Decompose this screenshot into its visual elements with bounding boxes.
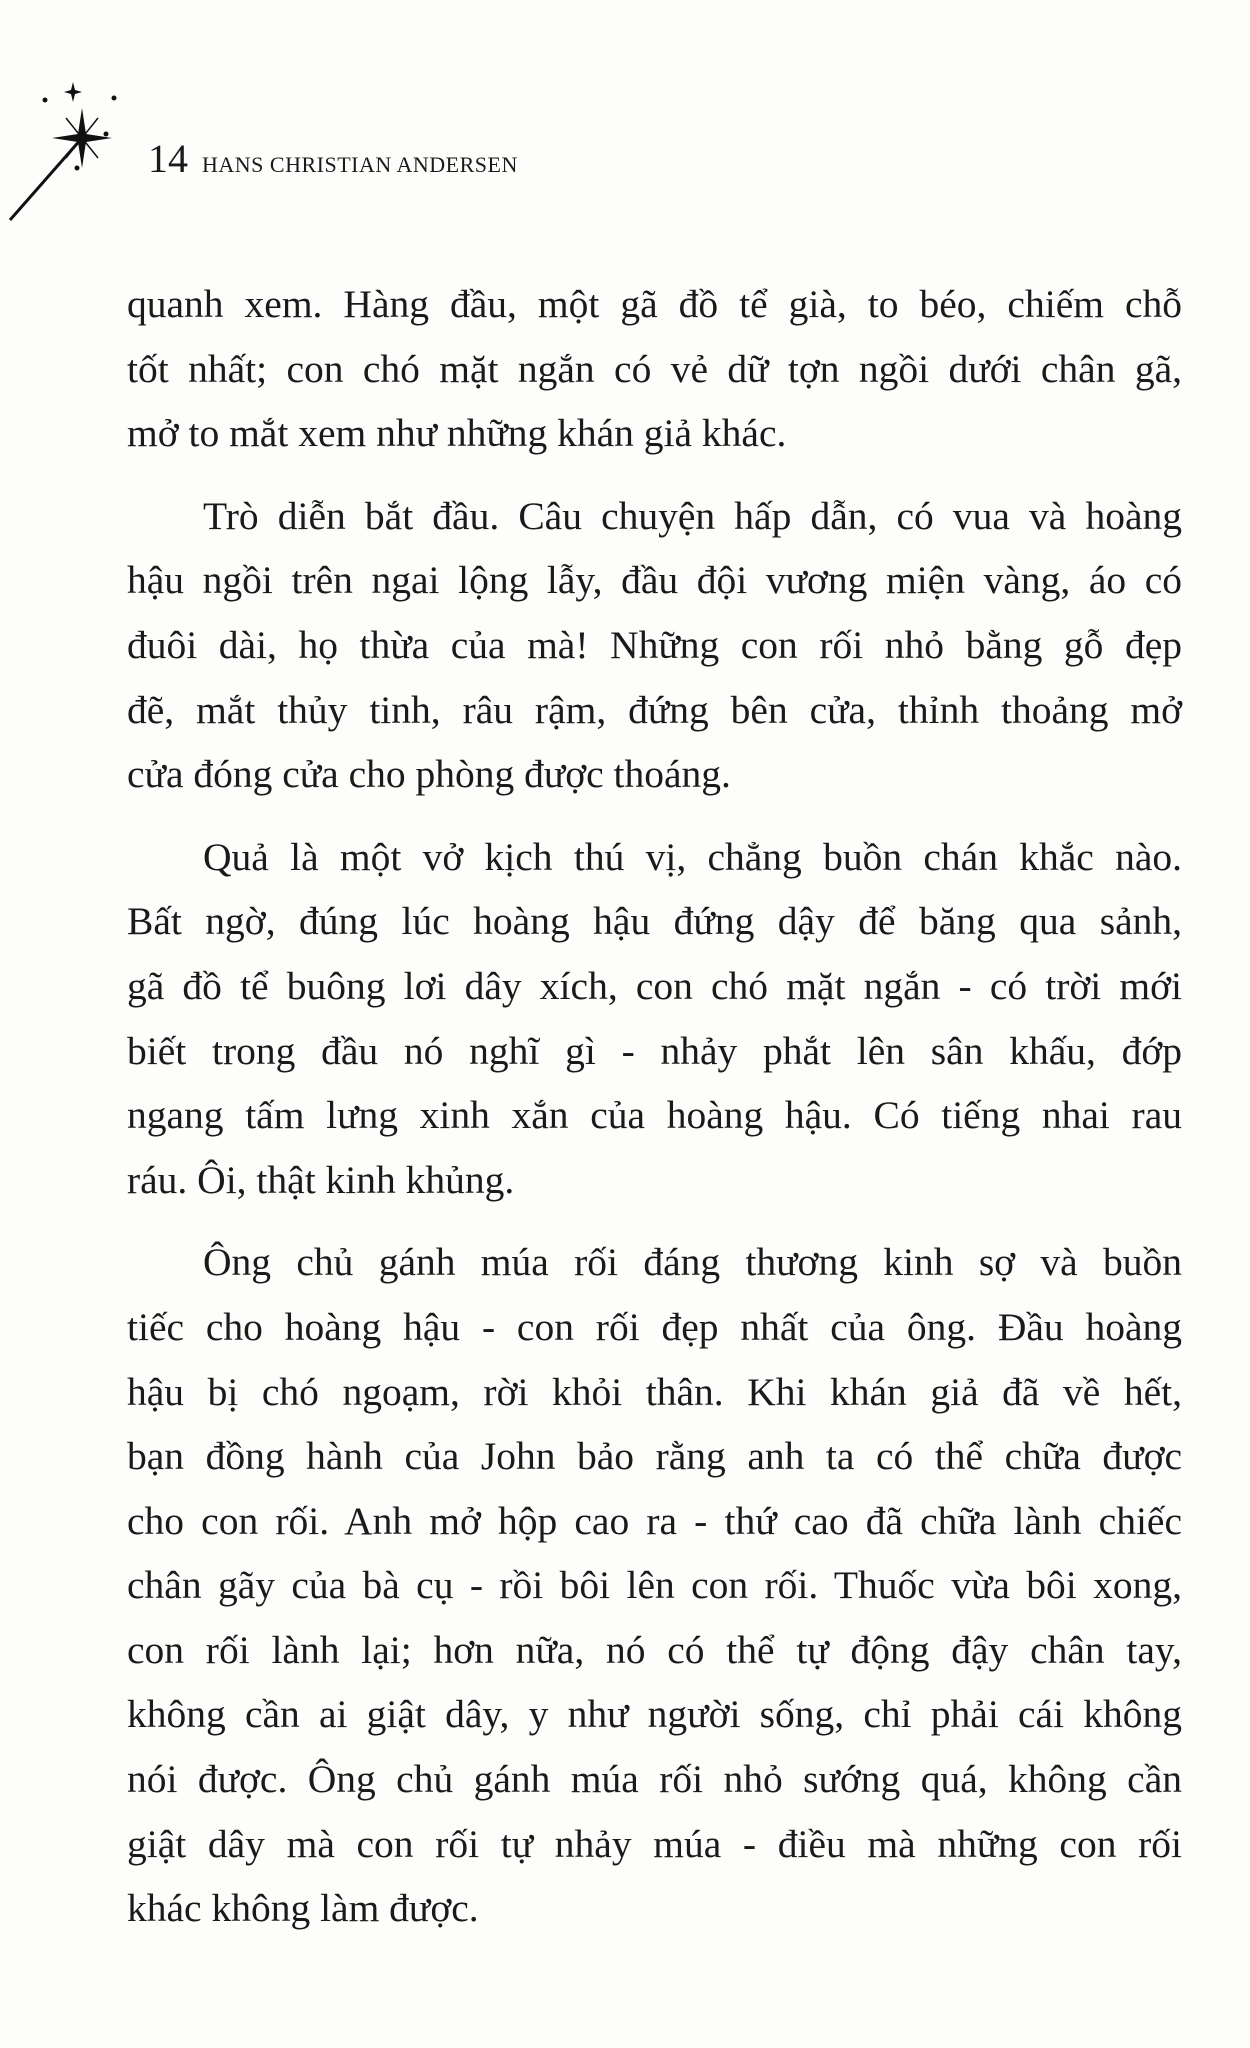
text-line: cho con rối. Anh mở hộp cao ra - thứ cao đã chữa lành chiếc <box>127 1498 1182 1543</box>
text-line: tiếc cho hoàng hậu - con rối đẹp nhất của ông. Đầu hoàng <box>127 1304 1182 1349</box>
body-text <box>127 272 1182 1941</box>
text-line: đuôi dài, họ thừa của mà! Những con rối nhỏ bằng gỗ đẹp <box>127 622 1182 667</box>
text-line: cửa đóng cửa cho phòng được thoáng. <box>127 752 731 797</box>
text-line: ngang tấm lưng xinh xắn của hoàng hậu. Có tiếng nhai rau <box>127 1093 1182 1138</box>
text-line: nói được. Ông chủ gánh múa rối nhỏ sướng quá, không cần <box>127 1757 1182 1802</box>
author-name: HANS CHRISTIAN ANDERSEN <box>202 152 518 177</box>
text-line: tốt nhất; con chó mặt ngắn có vẻ dữ tợn ngồi dưới chân gã, <box>127 346 1182 391</box>
text-line: không cần ai giật dây, y như người sống, chỉ phải cái không <box>127 1692 1182 1737</box>
text-line: Trò diễn bắt đầu. Câu chuyện hấp dẫn, có vua và hoàng <box>203 493 1182 538</box>
page-number: 14 <box>148 136 188 181</box>
running-header <box>148 135 518 182</box>
text-line: khác không làm được. <box>127 1886 479 1931</box>
paragraph <box>127 825 1182 1213</box>
text-line: Quả là một vở kịch thú vị, chẳng buồn chán khắc nào. <box>203 834 1182 879</box>
paragraph <box>127 1230 1182 1941</box>
paragraph <box>127 484 1182 807</box>
text-line: con rối lành lại; hơn nữa, nó có thể tự động đậy chân tay, <box>127 1627 1182 1672</box>
text-line: gã đồ tể buông lơi dây xích, con chó mặt ngắn - có trời mới <box>127 963 1182 1008</box>
text-line: Bất ngờ, đúng lúc hoàng hậu đứng dậy để băng qua sảnh, <box>127 899 1182 944</box>
text-line: bạn đồng hành của John bảo rằng anh ta có thể chữa được <box>127 1434 1182 1479</box>
text-line: hậu bị chó ngoạm, rời khỏi thân. Khi khán giả đã về hết, <box>127 1369 1182 1414</box>
text-line: biết trong đầu nó nghĩ gì - nhảy phắt lên sân khấu, đớp <box>127 1028 1182 1073</box>
text-line: quanh xem. Hàng đầu, một gã đồ tể già, to béo, chiếm chỗ <box>127 282 1182 326</box>
text-line: mở to mắt xem như những khán giả khác. <box>127 411 787 456</box>
text-line: giật dây mà con rối tự nhảy múa - điều mà những con rối <box>127 1821 1182 1866</box>
text-line: ráu. Ôi, thật kinh khủng. <box>127 1157 515 1202</box>
text-line: Ông chủ gánh múa rối đáng thương kinh sợ và buồn <box>203 1240 1182 1285</box>
text-line: hậu ngồi trên ngai lộng lẫy, đầu đội vương miện vàng, áo có <box>127 558 1182 603</box>
text-line: đẽ, mắt thủy tinh, râu rậm, đứng bên cửa, thỉnh thoảng mở <box>127 687 1182 732</box>
paragraph <box>127 272 1182 466</box>
text-line: chân gãy của bà cụ - rồi bôi lên con rối. Thuốc vừa bôi xong, <box>127 1563 1182 1608</box>
